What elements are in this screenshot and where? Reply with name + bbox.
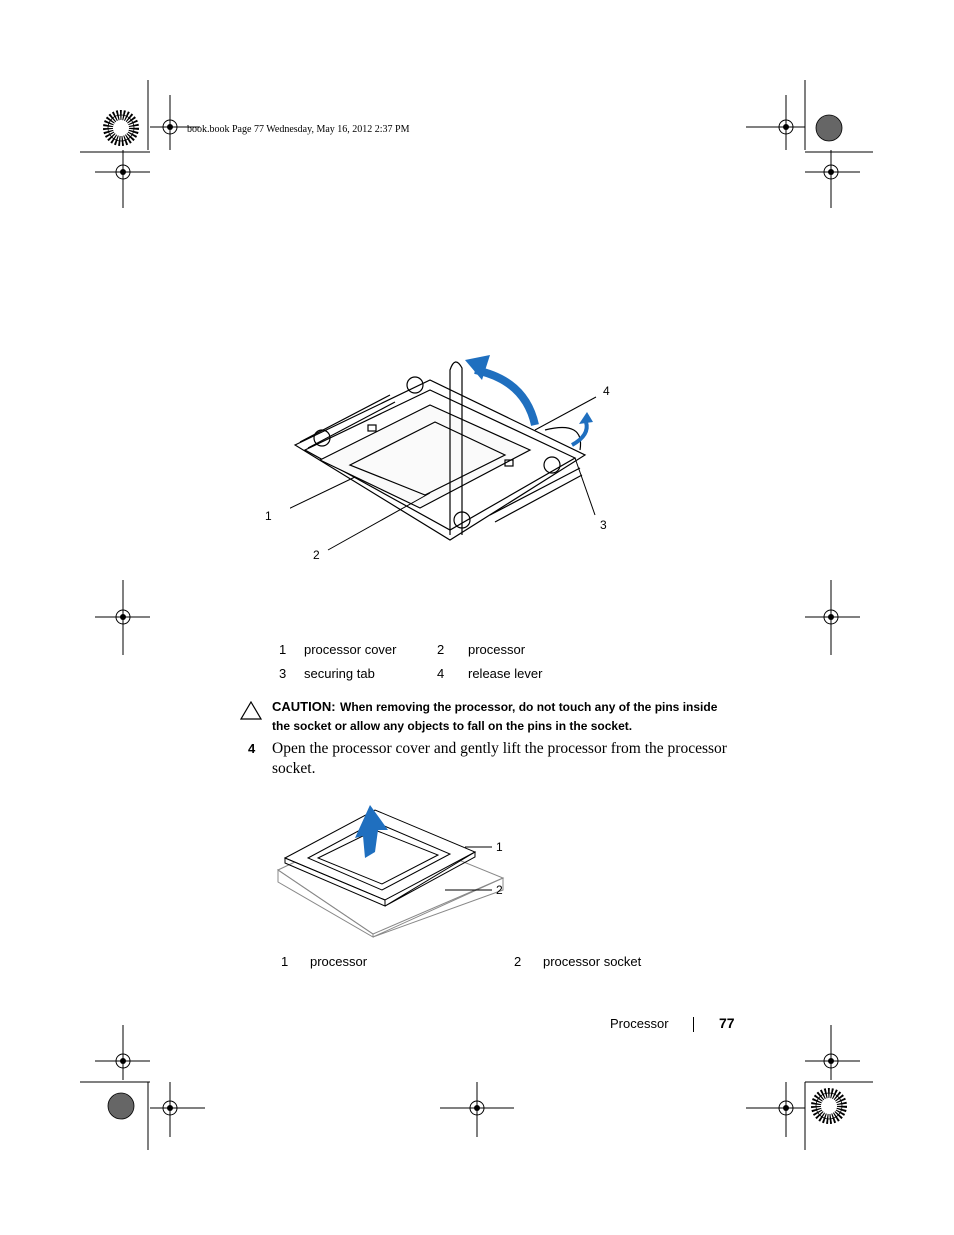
legend-label: processor socket — [543, 954, 642, 969]
processor-socket-figure — [290, 350, 620, 560]
callout-1: 1 — [265, 509, 272, 523]
callout-3: 3 — [600, 518, 607, 532]
legend-label: processor — [310, 954, 368, 969]
legend-label: release lever — [468, 666, 543, 681]
callout-1: 1 — [496, 840, 503, 854]
step-text: Open the processor cover and gently lift the processor from the processor socket. — [272, 740, 727, 777]
footer-section-title: Processor — [610, 1016, 669, 1031]
caution-notice — [272, 698, 737, 736]
legend-label: securing tab — [304, 666, 375, 681]
processor-lift-figure — [270, 800, 510, 940]
callout-4: 4 — [603, 384, 610, 398]
legend-num: 2 — [514, 954, 522, 969]
legend-num: 3 — [279, 666, 287, 681]
caution-icon — [240, 701, 262, 720]
caution-text: When removing the processor, do not touch any of the pins inside the socket or allow any objects to fall on the pins in the socket. — [272, 700, 718, 733]
step-number: 4 — [248, 741, 256, 756]
legend-label: processor cover — [304, 642, 397, 657]
legend-num: 1 — [279, 642, 287, 657]
callout-2: 2 — [313, 548, 320, 562]
legend-label: processor — [468, 642, 526, 657]
legend-num: 2 — [437, 642, 445, 657]
legend-num: 4 — [437, 666, 445, 681]
caution-label: CAUTION: — [272, 699, 336, 714]
callout-2: 2 — [496, 883, 503, 897]
footer-divider — [693, 1017, 694, 1032]
print-info-header: book.book Page 77 Wednesday, May 16, 2012 2:37 PM — [187, 124, 410, 135]
page-number: 77 — [719, 1015, 735, 1031]
legend-num: 1 — [281, 954, 289, 969]
